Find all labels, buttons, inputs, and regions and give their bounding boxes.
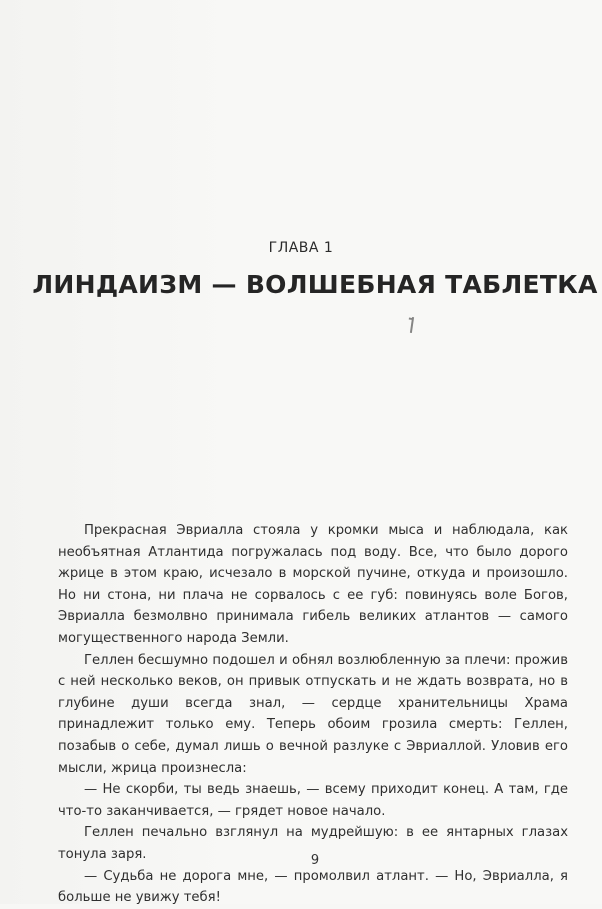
- paragraph: Прекрасная Эвриалла стояла у кромки мыса и наблюдала, как необъятная Атлантида погружалась под воду. Все, что было дорого жрице в этом краю, исчезало в морской пучине, откуда и произошло. Но ни стона, ни плача не сорвалось с ее губ: повинуясь воле Богов, Эвриалла безмолвно принимала гибель великих атлантов — самого могущественного народа Земли.: [58, 523, 568, 646]
- paragraph: Геллен бесшумно подошел и обнял возлюбленную за плечи: прожив с ней несколько веков, он привык отпускать и не ждать возврата, но в глубине души всегда знал, — сердце хранительницы Храма принадлежит только ему. Теперь обоим грозила смерть: Геллен, позабыв о себе, думал лишь о вечной разлуке с Эвриаллой. Уловив его мысли, жрица произнесла:: [58, 652, 568, 776]
- paragraph: — Не скорби, ты ведь знаешь, — всему приходит конец. А там, где что-то заканчивается, — грядет новое начало.: [58, 782, 568, 819]
- chapter-title: ЛИНДАИЗМ — ВОЛШЕБНАЯ ТАБЛЕТКА: [32, 270, 598, 299]
- page-number: 9: [310, 853, 320, 868]
- chapter-body: [58, 520, 568, 909]
- paragraph: Геллен печально взглянул на мудрейшую: в ее янтарных глазах тонула заря.: [58, 825, 568, 862]
- paragraph: — Судьба не дорога мне, — промолвил атлант. — Но, Эвриалла, я больше не увижу тебя!: [58, 868, 568, 906]
- pencil-mark: [410, 317, 414, 333]
- chapter-label: ГЛАВА 1: [268, 240, 334, 256]
